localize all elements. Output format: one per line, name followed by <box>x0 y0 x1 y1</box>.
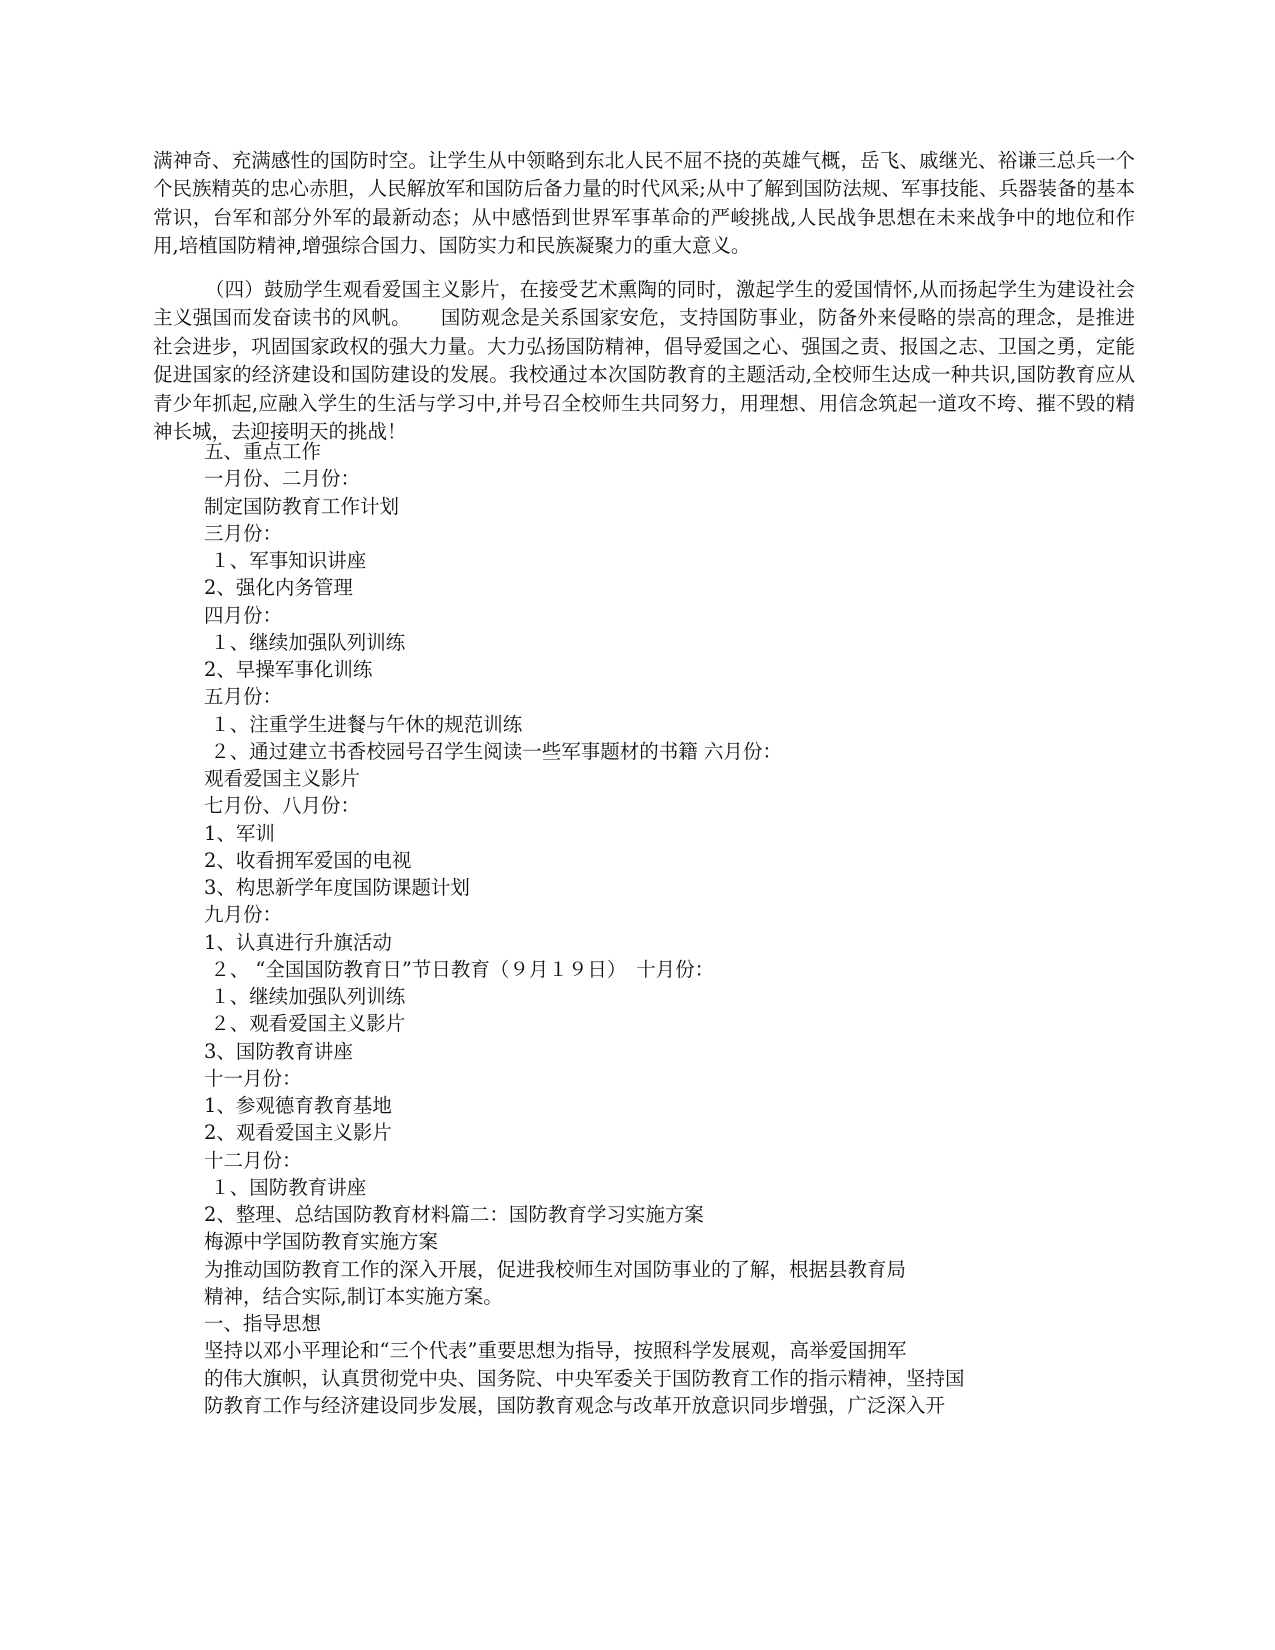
text-line: 坚持以邓小平理论和“三个代表”重要思想为指导，按照科学发展观，高举爱国拥军 <box>204 1339 907 1363</box>
text-line: 2、收看拥军爱国的电视 <box>204 848 412 872</box>
text-line: １、继续加强队列训练 <box>204 630 406 654</box>
text-line: 一月份、二月份： <box>204 467 361 491</box>
text-line: 观看爱国主义影片 <box>204 767 361 790</box>
text-line: ２、通过建立书香校园号召学生阅读一些军事题材的书籍 六月份： <box>204 739 782 763</box>
text-line: 1、参观德育教育基地 <box>204 1094 392 1117</box>
text-line: 2、整理、总结国防教育材料篇二：国防教育学习实施方案 <box>204 1203 704 1226</box>
paragraph-four: （四）鼓励学生观看爱国主义影片，在接受艺术熏陶的同时，激起学生的爱国情怀,从而扬起学生为建设社会主义强国而发奋读书的风帆。 国防观念是关系国家安危，支持国防事业，防备外来侵略的崇高的理念，是推进社会进步，巩固国家政权的强大力量。大力弘扬国防精神，倡导爱国之心、强国之责、报国之志、卫国之勇，定能促进国家的经济建设和国防建设的发展。我校通过本次国防教育的主题活动,全校师生达成一种共识,国防教育应从青少年抓起,应融入学生的生活与学习中,并号召全校师生共同努力，用理想、用信念筑起一道攻不垮、摧不毁的精神长城，去迎接明天的挑战！ <box>153 278 1135 444</box>
text-line: 的伟大旗帜，认真贯彻党中央、国务院、中央军委关于国防教育工作的指示精神，坚持国 <box>204 1366 965 1390</box>
text-line: 梅源中学国防教育实施方案 <box>204 1230 439 1254</box>
text-line: 精神，结合实际,制订本实施方案。 <box>204 1284 503 1308</box>
text-line: １、注重学生进餐与午休的规范训练 <box>204 712 523 736</box>
text-line: 十一月份： <box>204 1066 302 1090</box>
text-line: ２、观看爱国主义影片 <box>204 1012 406 1036</box>
text-line: 2、观看爱国主义影片 <box>204 1121 392 1145</box>
text-line: 三月份： <box>204 521 283 545</box>
text-line: １、军事知识讲座 <box>204 549 367 572</box>
text-line: １、国防教育讲座 <box>204 1175 367 1199</box>
text-line: 十二月份： <box>204 1148 302 1172</box>
text-line: 七月份、八月份： <box>204 794 361 818</box>
text-line: 九月份： <box>204 903 283 927</box>
text-line: 2、强化内务管理 <box>204 576 353 600</box>
paragraph-intro: 满神奇、充满感性的国防时空。让学生从中领略到东北人民不屈不挠的英雄气概，岳飞、戚继光、裕谦三总兵一个个民族精英的忠心赤胆，人民解放军和国防后备力量的时代风采;从中了解到国防法规、军事技能、兵器装备的基本常识，台军和部分外军的最新动态；从中感悟到世界军事革命的严峻挑战,人民战争思想在未来战争中的地位和作用,培植国防精神,增强综合国力、国防实力和民族凝聚力的重大意义。 <box>153 149 1135 258</box>
text-line: 1、认真进行升旗活动 <box>204 930 392 954</box>
text-line: 一、指导思想 <box>204 1312 322 1335</box>
text-line: １、继续加强队列训练 <box>204 985 406 1008</box>
text-line: 3、国防教育讲座 <box>204 1039 353 1063</box>
text-line: 为推动国防教育工作的深入开展，促进我校师生对国防事业的了解，根据县教育局 <box>204 1257 907 1281</box>
text-line: ２、 “全国国防教育日”节日教育（９月１９日） 十月份： <box>204 957 715 981</box>
text-line: 四月份： <box>204 603 283 627</box>
text-line: 3、构思新学年度国防课题计划 <box>204 876 470 899</box>
text-line: 2、早操军事化训练 <box>204 658 373 681</box>
text-line: 制定国防教育工作计划 <box>204 494 400 518</box>
text-line: 五、重点工作 <box>204 440 322 463</box>
text-line: 防教育工作与经济建设同步发展，国防教育观念与改革开放意识同步增强，广泛深入开 <box>204 1393 946 1417</box>
text-line: 1、军训 <box>204 821 275 845</box>
text-line: 五月份： <box>204 685 283 709</box>
